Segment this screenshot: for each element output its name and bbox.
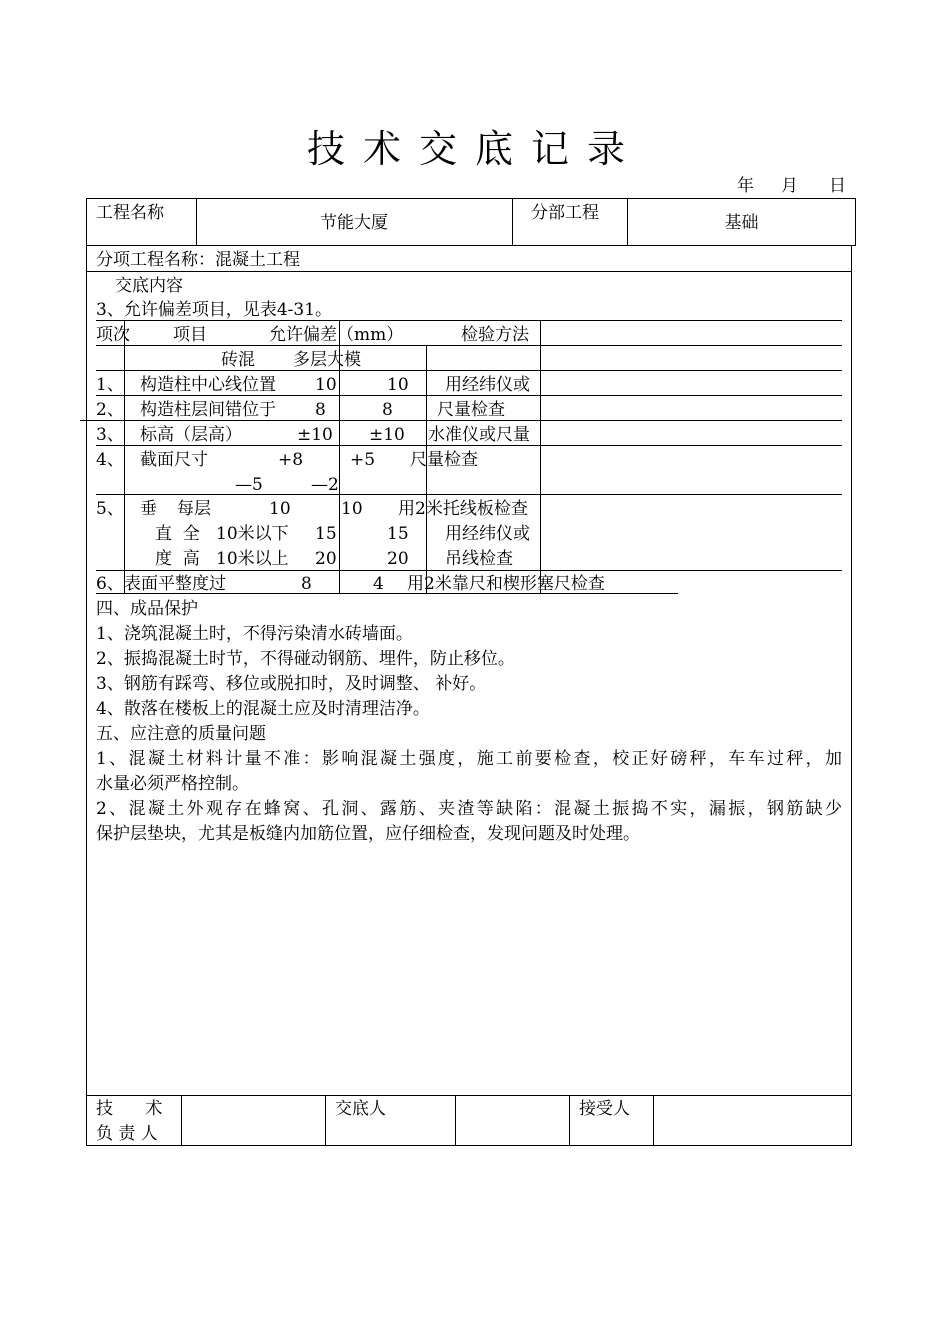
row-no: 4、 <box>96 450 124 470</box>
division-value: 基础 <box>724 213 759 233</box>
col-item: 项目 <box>173 325 207 345</box>
row-a: 10 <box>269 499 291 519</box>
row-a2: —5 <box>235 475 263 495</box>
division-label: 分部工程 <box>531 203 599 223</box>
section4-title: 四、成品保护 <box>96 599 198 619</box>
row-no: 3、 <box>96 425 124 445</box>
col-method: 检验方法 <box>461 325 529 345</box>
section5-title: 五、应注意的质量问题 <box>96 724 266 744</box>
row-b: 15 <box>387 524 409 544</box>
section4-line: 3、钢筋有踩弯、移位或脱扣时，及时调整、 补好。 <box>96 674 487 694</box>
row-item: 截面尺寸 <box>140 450 208 470</box>
row-b: 8 <box>382 400 393 420</box>
row-item: 垂 <box>140 499 157 519</box>
section5-line: 水量必须严格控制。 <box>96 774 249 794</box>
row-a: +8 <box>278 450 304 470</box>
date-month: 月 <box>781 176 798 196</box>
row-b2: —2 <box>311 475 339 495</box>
document-title: 技术交底记录 <box>306 127 643 171</box>
row-method: 尺量检查 <box>437 400 505 420</box>
row-item: 构造柱层间错位于 <box>140 400 276 420</box>
project-name-value: 节能大厦 <box>320 213 388 233</box>
row-a: 20 <box>315 549 337 569</box>
date-year: 年 <box>737 176 754 196</box>
row-a: 15 <box>315 524 337 544</box>
col-tolerance: 允许偏差（mm） <box>269 325 404 345</box>
row-method: 尺量检查 <box>410 450 478 470</box>
section4-line: 2、振捣混凝土时节，不得碰动钢筋、埋件，防止移位。 <box>96 649 515 669</box>
row-method: 用2米托线板检查 <box>398 499 528 519</box>
row-a: ±10 <box>297 425 333 445</box>
row-b: +5 <box>350 450 376 470</box>
sub-multi: 多层大模 <box>293 350 361 370</box>
row-method: 用经纬仪或 <box>445 375 530 395</box>
sub-brick: 砖混 <box>221 350 255 370</box>
section4-line: 1、浇筑混凝土时，不得污染清水砖墙面。 <box>96 624 413 644</box>
row-b: ±10 <box>369 425 405 445</box>
row-item: 度 高 10米以上 <box>155 549 289 569</box>
col-no: 项次 <box>96 325 130 345</box>
row-item: 标高（层高） <box>140 425 242 445</box>
row-method: 用经纬仪或 <box>445 524 530 544</box>
content-heading: 交底内容 <box>115 276 183 296</box>
row-no: 1、 <box>96 375 124 395</box>
discloser-label: 交底人 <box>335 1099 386 1119</box>
receiver-label: 接受人 <box>579 1099 630 1119</box>
tech-lead-label-2: 负 责 人 <box>96 1124 158 1144</box>
section4-line: 4、散落在楼板上的混凝土应及时清理洁净。 <box>96 699 430 719</box>
row-item: 表面平整度过 <box>124 574 226 594</box>
row-a: 8 <box>301 574 312 594</box>
row-b: 4 <box>373 574 384 594</box>
row-b: 20 <box>387 549 409 569</box>
project-name-label: 工程名称 <box>96 203 164 223</box>
tech-lead-label: 技 术 <box>96 1099 163 1119</box>
content-intro: 3、允许偏差项目，见表4-31。 <box>96 300 333 320</box>
section5-line: 保护层垫块，尤其是板缝内加筋位置，应仔细检查，发现问题及时处理。 <box>96 824 640 844</box>
row-no: 5、 <box>96 499 124 519</box>
row-no: 2、 <box>96 400 124 420</box>
row-method: 水准仪或尺量 <box>428 425 530 445</box>
row-no: 6、 <box>96 574 124 594</box>
row-a: 10 <box>315 375 337 395</box>
row-item: 构造柱中心线位置 <box>140 375 276 395</box>
row-method: 吊线检查 <box>445 549 513 569</box>
section5-line: 1、混凝土材料计量不准：影响混凝土强度，施工前要检查，校正好磅秤，车车过秤，加 <box>96 749 842 769</box>
row-a: 8 <box>315 400 326 420</box>
subitem-name: 分项工程名称：混凝土工程 <box>96 250 300 270</box>
row-b: 10 <box>387 375 409 395</box>
row-b: 10 <box>341 499 363 519</box>
row-item2: 每层 <box>177 499 211 519</box>
date-day: 日 <box>829 176 846 196</box>
row-method: 用2米靠尺和楔形塞尺检查 <box>407 574 605 594</box>
row-item: 直 全 10米以下 <box>155 524 289 544</box>
section5-line: 2、混凝土外观存在蜂窝、孔洞、露筋、夹渣等缺陷：混凝土振捣不实，漏振，钢筋缺少 <box>96 799 842 819</box>
